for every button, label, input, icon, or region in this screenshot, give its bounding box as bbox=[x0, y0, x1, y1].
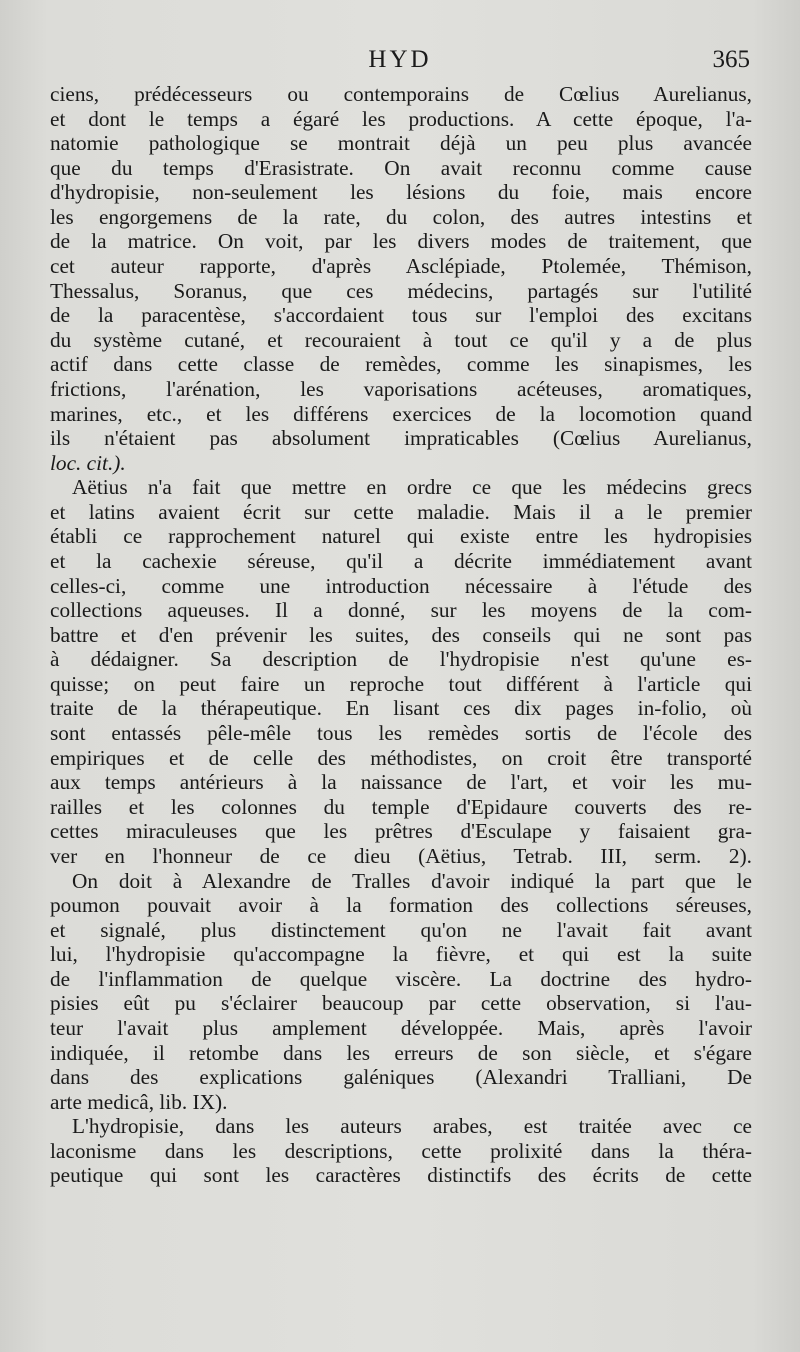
text-line: teur l'avait plus amplement développée. Mais, après l'avoir bbox=[50, 1015, 752, 1040]
text-line: loc. cit.). bbox=[50, 450, 126, 475]
text-line: ver en l'honneur de ce dieu (Aëtius, Tetrab. III, serm. 2). bbox=[50, 843, 752, 868]
text-line: quisse; on peut faire un reproche tout différent à l'article qui bbox=[50, 671, 752, 696]
text-line: d'hydropisie, non-seulement les lésions du foie, mais encore bbox=[50, 180, 752, 205]
text-line: cettes miraculeuses que les prêtres d'Esculape y faisaient gra- bbox=[50, 819, 752, 844]
text-line: les engorgemens de la rate, du colon, des autres intestins et bbox=[50, 204, 752, 229]
page-number: 365 bbox=[712, 46, 750, 73]
text-line: natomie pathologique se montrait déjà un peu plus avancée bbox=[50, 131, 752, 156]
text-line: de la paracentèse, s'accordaient tous sur l'emploi des excitans bbox=[50, 303, 752, 328]
text-line: aux temps antérieurs à la naissance de l'art, et voir les mu- bbox=[50, 770, 752, 795]
text-line: sont entassés pêle-mêle tous les remèdes sortis de l'école des bbox=[50, 721, 752, 746]
text-line: de la matrice. On voit, par les divers modes de traitement, que bbox=[50, 229, 752, 254]
text-line: empiriques et de celle des méthodistes, on croit être transporté bbox=[50, 745, 752, 770]
text-line: poumon pouvait avoir à la formation des collections séreuses, bbox=[50, 893, 752, 918]
paragraph-start-line: L'hydropisie, dans les auteurs arabes, est traitée avec ce bbox=[72, 1114, 752, 1139]
text-line: pisies eût pu s'éclairer beaucoup par cette observation, si l'au- bbox=[50, 991, 752, 1016]
text-line: et dont le temps a égaré les productions. A cette époque, l'a- bbox=[50, 106, 752, 131]
text-line: actif dans cette classe de remèdes, comme les sinapismes, les bbox=[50, 352, 752, 377]
text-line: battre et d'en prévenir les suites, des conseils qui ne sont pas bbox=[50, 622, 752, 647]
text-line: collections aqueuses. Il a donné, sur les moyens de la com- bbox=[50, 598, 752, 623]
text-line: ciens, prédécesseurs ou contemporains de Cœlius Aurelianus, bbox=[50, 82, 752, 106]
text-line: établi ce rapprochement naturel qui existe entre les hydropisies bbox=[50, 524, 752, 549]
running-head: HYD bbox=[368, 46, 432, 73]
text-line: peutique qui sont les caractères distinctifs des écrits de cette bbox=[50, 1163, 752, 1188]
text-line: à dédaigner. Sa description de l'hydropisie n'est qu'une es- bbox=[50, 647, 752, 672]
text-line: et la cachexie séreuse, qu'il a décrite immédiatement avant bbox=[50, 548, 752, 573]
text-line: ils n'étaient pas absolument impraticables (Cœlius Aurelianus, bbox=[50, 426, 752, 451]
text-line: frictions, l'arénation, les vaporisations acéteuses, aromatiques, bbox=[50, 376, 752, 401]
text-line: arte medicâ, lib. IX). bbox=[50, 1089, 228, 1114]
body-text bbox=[50, 82, 752, 1188]
text-line: marines, etc., et les différens exercices de la locomotion quand bbox=[50, 401, 752, 426]
text-line: dans des explications galéniques (Alexandri Tralliani, De bbox=[50, 1065, 752, 1090]
text-line: celles-ci, comme une introduction nécessaire à l'étude des bbox=[50, 573, 752, 598]
text-line: laconisme dans les descriptions, cette prolixité dans la théra- bbox=[50, 1138, 752, 1163]
text-line: cet auteur rapporte, d'après Asclépiade, Ptolemée, Thémison, bbox=[50, 254, 752, 279]
text-line: de l'inflammation de quelque viscère. La doctrine des hydro- bbox=[50, 966, 752, 991]
text-line: du système cutané, et recouraient à tout ce qu'il y a de plus bbox=[50, 327, 752, 352]
text-line: railles et les colonnes du temple d'Epidaure couverts des re- bbox=[50, 794, 752, 819]
text-line: lui, l'hydropisie qu'accompagne la fièvre, et qui est la suite bbox=[50, 942, 752, 967]
text-line: et latins avaient écrit sur cette maladie. Mais il a le premier bbox=[50, 499, 752, 524]
text-line: que du temps d'Erasistrate. On avait reconnu comme cause bbox=[50, 155, 752, 180]
text-line: indiquée, il retombe dans les erreurs de son siècle, et s'égare bbox=[50, 1040, 752, 1065]
text-line: et signalé, plus distinctement qu'on ne l'avait fait avant bbox=[50, 917, 752, 942]
text-line: traite de la thérapeutique. En lisant ces dix pages in-folio, où bbox=[50, 696, 752, 721]
paragraph-start-line: Aëtius n'a fait que mettre en ordre ce que les médecins grecs bbox=[72, 475, 752, 500]
page-header bbox=[50, 46, 750, 80]
paragraph-start-line: On doit à Alexandre de Tralles d'avoir indiqué la part que le bbox=[72, 868, 752, 893]
text-line: Thessalus, Soranus, que ces médecins, partagés sur l'utilité bbox=[50, 278, 752, 303]
